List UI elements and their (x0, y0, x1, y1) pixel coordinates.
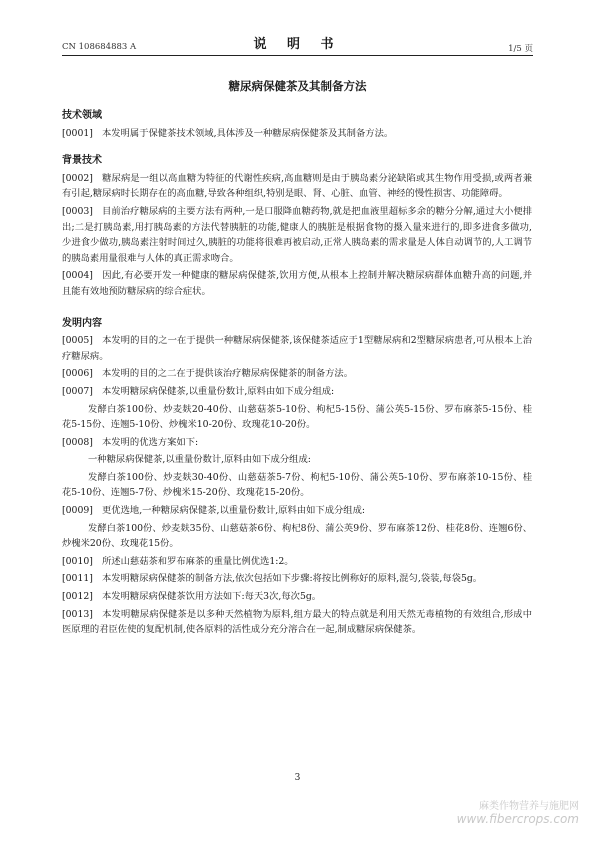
paragraph-number: [0013] (62, 608, 93, 620)
paragraph-number: [0002] (62, 172, 93, 184)
paragraph-number: [0008] (62, 436, 93, 448)
paragraph-0006 (62, 366, 532, 382)
paragraph-number: [0009] (62, 505, 93, 517)
paragraph-number: [0007] (62, 385, 93, 397)
page-number: 3 (294, 773, 301, 783)
paragraph-text: 本发明糖尿病保健茶,以重量份数计,原料由如下成分组成: (102, 385, 335, 397)
paragraph-number: [0011] (62, 573, 93, 585)
header-rule (62, 55, 533, 56)
paragraph-0005 (62, 333, 532, 364)
paragraph-number: [0012] (62, 591, 93, 603)
formula-0008: 发酵白茶100份、炒麦麸30-40份、山慈菇茶5-7份、枸杞5-10份、蒲公英5-10份、罗布麻茶10-15份、桂花5-10份、连翘5-7份、炒槐米15-20份、玫瑰花15-20份。 (62, 471, 532, 499)
paragraph-text: 本发明糖尿病保健茶饮用方法如下:每天3次,每次5g。 (102, 591, 322, 603)
paragraph-number: [0005] (62, 335, 93, 347)
paragraph-text: 本发明的目的之一在于提供一种糖尿病保健茶,该保健茶适应于1型糖尿病和2型糖尿病患者,可从根本上治疗糖尿病。 (62, 335, 532, 362)
section-heading-invention: 发明内容 (62, 317, 102, 329)
paragraph-number: [0010] (62, 555, 93, 567)
paragraph-number: [0001] (62, 127, 93, 139)
paragraph-text: 目前治疗糖尿病的主要方法有两种,一是口服降血糖药物,就是把血液里超标多余的糖分分解,通过大小便排出;二是打胰岛素,用打胰岛素的方法代替胰脏的功能,健康人的胰脏是根据食物的摄入量来进行的,即多进食多做功,少进食少做功,胰岛素注射时间过久,胰脏的功能将很难再被启动,正常人胰岛素的需求量是人体自动调节的,人工调节的胰岛素用量很难与人体的真正需求吻合。 (62, 205, 532, 264)
paragraph-0001 (62, 126, 532, 142)
paragraph-number: [0004] (62, 270, 93, 282)
document-title: 糖尿病保健茶及其制备方法 (228, 79, 367, 93)
watermark-site-name: 麻类作物营养与施肥网 (479, 801, 579, 812)
document-type: 说 明 书 (253, 37, 342, 52)
watermark-url: www.fibercrops.com (456, 812, 579, 826)
patent-number: CN 108684883 A (62, 42, 137, 52)
paragraph-text: 糖尿病是一组以高血糖为特征的代谢性疾病,高血糖则是由于胰岛素分泌缺陷或其生物作用受损,或两者兼有引起,糖尿病时长期存在的高血糖,导致各种组织,特别是眼、肾、心脏、血管、神经的慢性损害、功能障碍。 (62, 172, 532, 200)
paragraph-text: 本发明的优选方案如下: (102, 436, 199, 448)
paragraph-text: 本发明的目的之二在于提供该治疗糖尿病保健茶的制备方法。 (102, 368, 354, 380)
page-header (62, 22, 533, 52)
paragraph-text: 本发明属于保健茶技术领域,具体涉及一种糖尿病保健茶及其制备方法。 (102, 127, 394, 139)
paragraph-number: [0006] (62, 368, 93, 380)
paragraph-0003 (62, 204, 532, 266)
paragraph-number: [0003] (62, 205, 93, 217)
paragraph-0012 (62, 589, 532, 605)
paragraph-0002 (62, 171, 532, 202)
page-label: 1/5 页 (508, 44, 533, 54)
paragraph-0013 (62, 607, 532, 638)
paragraph-text: 所述山慈菇茶和罗布麻茶的重量比例优选1:2。 (102, 555, 294, 567)
paragraph-text: 更优选地,一种糖尿病保健茶,以重量份数计,原料由如下成分组成: (102, 505, 366, 517)
paragraph-0009 (62, 503, 532, 519)
intro-0008: 一种糖尿病保健茶,以重量份数计,原料由如下成分组成: (88, 454, 311, 466)
paragraph-text: 因此,有必要开发一种健康的糖尿病保健茶,饮用方便,从根本上控制并解决糖尿病群体血糖升高的问题,并且能有效地预防糖尿病的综合症状。 (62, 270, 532, 297)
paragraph-0007 (62, 384, 532, 400)
paragraph-text: 本发明糖尿病保健茶是以多种天然植物为原料,组方最大的特点就是利用天然无毒植物的有效组合,形成中医原理的君臣佐使的复配机制,使各原料的活性成分充分溶合在一起,制成糖尿病保健茶。 (62, 608, 532, 636)
formula-0007: 发酵白茶100份、炒麦麸20-40份、山慈菇茶5-10份、枸杞5-15份、蒲公英5-15份、罗布麻茶5-15份、桂花5-15份、连翘5-10份、炒槐米10-20份、玫瑰花10-20份。 (62, 403, 532, 431)
paragraph-text: 本发明糖尿病保健茶的制备方法,依次包括如下步骤:将按比例称好的原料,混匀,袋装,每袋5g。 (102, 573, 483, 585)
paragraph-0008 (62, 435, 532, 451)
paragraph-0011 (62, 571, 532, 587)
paragraph-0004 (62, 268, 532, 299)
section-heading-background: 背景技术 (62, 155, 102, 167)
section-heading-tech-field: 技术领域 (62, 110, 102, 121)
document-body (62, 100, 532, 640)
site-watermark (457, 800, 579, 826)
formula-0009: 发酵白茶100份、炒麦麸35份、山慈菇茶6份、枸杞8份、蒲公英9份、罗布麻茶12份、桂花8份、连翘6份、炒槐米20份、玫瑰花15份。 (62, 522, 532, 550)
paragraph-0010 (62, 554, 532, 570)
